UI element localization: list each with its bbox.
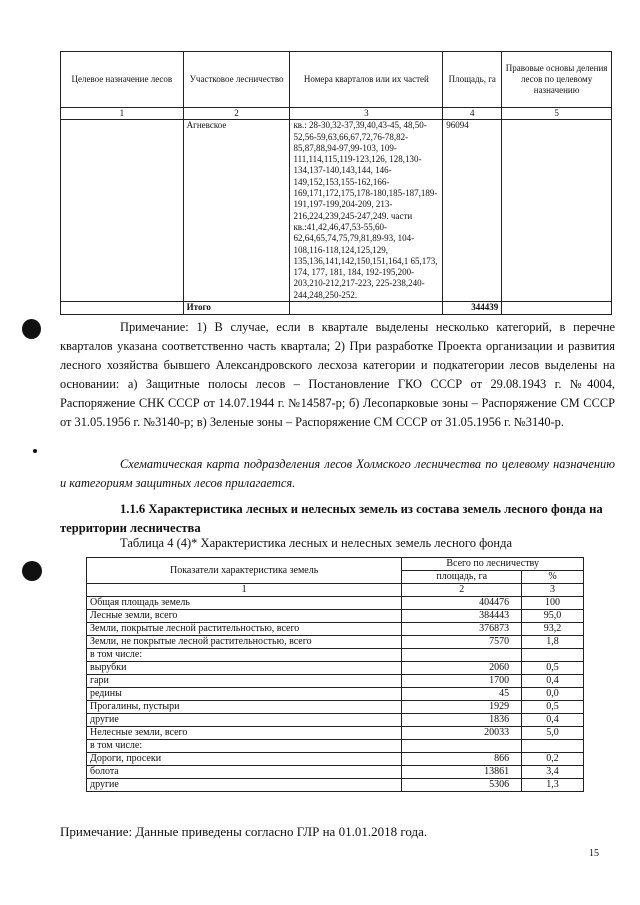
forestry-name: Агневское [183,120,290,302]
total-row [61,302,612,315]
col-number: 2 [183,108,290,120]
col-number: 1 [87,584,402,597]
total-value: 344439 [443,302,502,315]
note-source: Примечание: Данные приведены согласно ГЛР на 01.01.2018 года. [60,824,428,839]
row-label: Земли, не покрытые лесной растительностью, всего [87,636,402,649]
total-label: Итого [183,302,290,315]
map-note: Схематическая карта подразделения лесов Холмского лесничества по целевому назначению и категориям защитных лесов прилагается. [60,457,615,490]
row-label: редины [87,688,402,701]
table-row [87,675,584,688]
row-label: другие [87,714,402,727]
header-forestry: Участковое лесничество [183,52,290,108]
col-number: 2 [402,584,522,597]
row-pct [522,649,584,662]
row-pct: 0,0 [522,688,584,701]
section-heading: 1.1.6 Характеристика лесных и нелесных земель из состава земель лесного фонда на территории лесничества [60,502,603,535]
row-area: 384443 [402,610,522,623]
row-pct: 3,4 [522,766,584,779]
table-row [87,688,584,701]
row-area [402,649,522,662]
row-area: 20033 [402,727,522,740]
row-pct: 1,3 [522,779,584,792]
table-row [87,597,584,610]
row-pct: 100 [522,597,584,610]
row-area: 404476 [402,597,522,610]
table-row [87,753,584,766]
table2-caption: Таблица 4 (4)* Характеристика лесных и нелесных земель лесного фонда [120,536,513,550]
row-pct: 0,4 [522,714,584,727]
table-row [87,649,584,662]
row-label: Общая площадь земель [87,597,402,610]
row-pct: 5,0 [522,727,584,740]
forest-purpose-table [60,51,612,315]
row-pct: 95,0 [522,610,584,623]
row-pct: 0,5 [522,701,584,714]
table-row [87,740,584,753]
note-legal: Примечание: 1) В случае, если в квартале выделены несколько категорий, в перечне кварталов указана соответственно часть квартала; 2) При разработке Проекта организации и развития лесного хозяйства бывшего Александровского лесхоза категории и подкатегории лесов выделены на основании: а) Защитные полосы лесов – Постановление ГКО СССР от 29.08.1943 г. №4004, Распоряжение СНК СССР от 14.07.1944 г. №14587-р; б) Лесопарковые зоны – Распоряжение СМ СССР от 31.05.1956 г. №3140-р; в) Зеленые зоны – Распоряжение СМ СССР от 31.05.1956 г. №3140-р. [60,320,615,429]
punch-hole-top [22,319,41,339]
row-label: Дороги, просеки [87,753,402,766]
header-area: Площадь, га [443,52,502,108]
row-pct: 0,5 [522,662,584,675]
area-value: 96094 [443,120,502,302]
col-number: 3 [522,584,584,597]
row-pct: 0,4 [522,675,584,688]
table-row [87,779,584,792]
header-indicator: Показатели характеристика земель [87,558,402,584]
header-purpose: Целевое назначение лесов [61,52,184,108]
row-label: болота [87,766,402,779]
table-row [87,714,584,727]
col-number: 5 [502,108,612,120]
table-row [87,623,584,636]
row-pct: 93,2 [522,623,584,636]
table-row [61,120,612,302]
punch-mark [33,449,37,453]
col-number: 1 [61,108,184,120]
col-number: 3 [290,108,443,120]
row-label: в том числе: [87,740,402,753]
row-area: 5306 [402,779,522,792]
row-area: 866 [402,753,522,766]
row-pct: 1,8 [522,636,584,649]
row-area: 45 [402,688,522,701]
header-total: Всего по лесничеству [402,558,584,571]
row-label: вырубки [87,662,402,675]
row-pct: 0,2 [522,753,584,766]
table-row [87,610,584,623]
row-label: Нелесные земли, всего [87,727,402,740]
row-label: Земли, покрытые лесной растительностью, всего [87,623,402,636]
row-area: 13861 [402,766,522,779]
row-label: в том числе: [87,649,402,662]
row-area: 1929 [402,701,522,714]
punch-hole-bottom [22,561,42,581]
table-row [87,662,584,675]
header-legal-basis: Правовые основы деления лесов по целевому назначению [502,52,612,108]
row-label: другие [87,779,402,792]
row-label: Прогалины, пустыри [87,701,402,714]
col-number: 4 [443,108,502,120]
row-area: 1700 [402,675,522,688]
table-row [87,766,584,779]
header-pct: % [522,571,584,584]
row-area: 1836 [402,714,522,727]
row-label: гари [87,675,402,688]
row-pct [522,740,584,753]
page-number: 15 [589,848,599,859]
header-area: площадь, га [402,571,522,584]
row-area: 7570 [402,636,522,649]
table-row [87,636,584,649]
header-quarters: Номера кварталов или их частей [290,52,443,108]
row-area [402,740,522,753]
land-characteristics-table [86,557,584,792]
row-area: 2060 [402,662,522,675]
row-area: 376873 [402,623,522,636]
row-label: Лесные земли, всего [87,610,402,623]
quarters-list: кв.: 28-30,32-37,39,40,43-45, 48,50-52,56-59,63,66,67,72,76-78,82-85,87,88,94-97,99-103, 109-111,114,115,119-123,126, 128,130-134,137-140,143,144, 146-149,152,153,155-162,166-169,171,172,175,178-180,185-187,189-191,197-199,204-209, 213-216,224,239,245-247,249. части кв.:41,42,46,47,53-55,60-62,64,65,74,75,79,81,89-93, 104-108,116-118,124,125,129, 135,136,141,142,150,151,164,1 65,173, 174, 177, 181, 184, 192-195,200-203,210-212,217-223, 225-238,240-244,248,250-252. [290,120,443,302]
table-row [87,701,584,714]
table-row [87,727,584,740]
